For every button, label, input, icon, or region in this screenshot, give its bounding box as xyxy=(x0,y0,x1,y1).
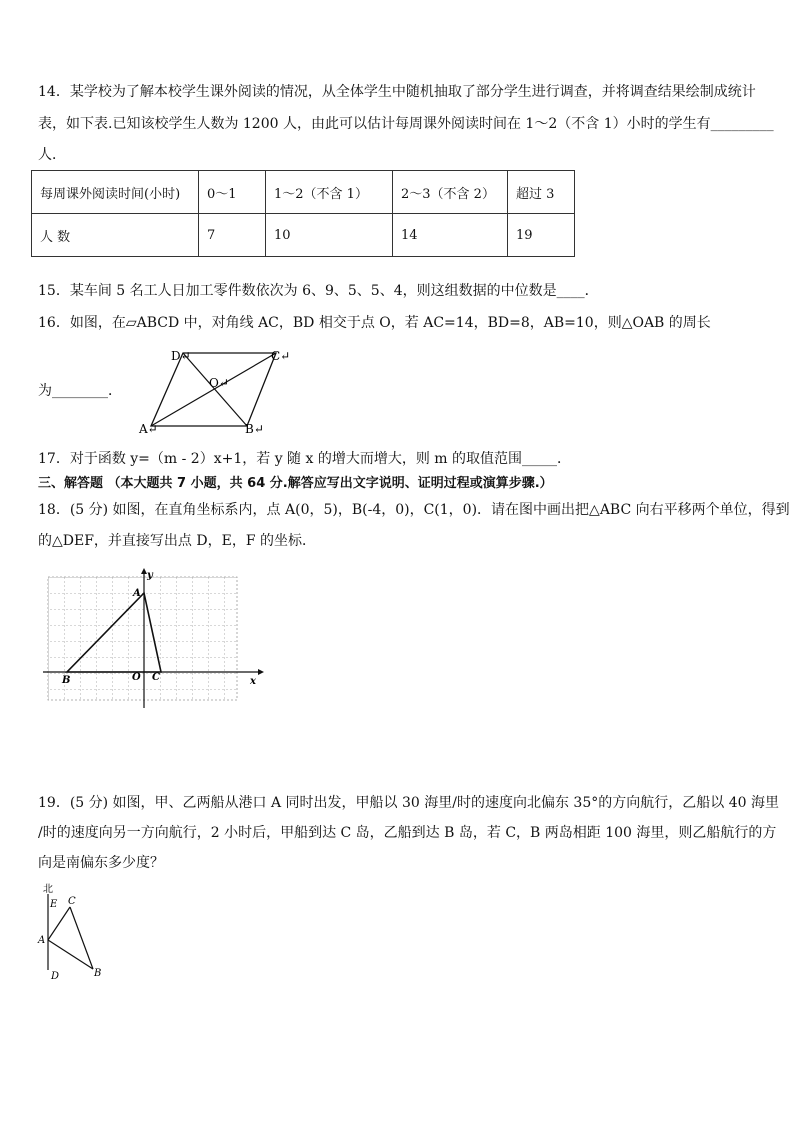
table-cell: 19 xyxy=(508,214,575,257)
q18-line-2: 的△DEF，并直接写出点 D，E，F 的坐标． xyxy=(38,533,316,549)
q19-line-3: 向是南偏东多少度？ xyxy=(38,855,164,871)
label-b: B xyxy=(62,675,71,686)
label-a: A↵ xyxy=(139,422,158,436)
label-o: O↵ xyxy=(209,376,229,390)
table-cell: 每周课外阅读时间(小时) xyxy=(32,171,199,214)
table-row xyxy=(32,171,575,214)
table-cell: 0～1 xyxy=(199,171,266,214)
table-cell: 10 xyxy=(266,214,393,257)
label-c: C xyxy=(152,672,160,683)
line-ac xyxy=(48,907,70,940)
line-cb xyxy=(70,907,93,969)
label-origin: O xyxy=(132,672,141,683)
line-ab xyxy=(48,940,93,969)
table-cell: 2～3（不含 2） xyxy=(393,171,508,214)
label-b: B xyxy=(94,968,102,979)
table-cell: 人 数 xyxy=(32,214,199,257)
reading-time-table xyxy=(31,170,575,257)
label-d: D↵ xyxy=(171,349,191,363)
q14-line-1: 14．某学校为了解本校学生课外阅读的情况，从全体学生中随机抽取了部分学生进行调查，并将调查结果绘制成统计 xyxy=(38,84,756,100)
table-cell: 1～2（不含 1） xyxy=(266,171,393,214)
label-y: y xyxy=(147,570,153,581)
label-b: B↵ xyxy=(245,422,264,436)
q18-line-1: 18．(5 分) 如图，在直角坐标系内，点 A(0，5)，B(-4，0)，C(1，0)．请在图中画出把△ABC 向右平移两个单位，得到 xyxy=(38,502,790,518)
label-a: A xyxy=(38,935,46,946)
section-heading: 三、解答题 （本大题共 7 小题，共 64 分.解答应写出文字说明、证明过程或演算步骤.） xyxy=(38,476,553,491)
table-cell: 7 xyxy=(199,214,266,257)
q14-line-3: 人． xyxy=(38,147,66,163)
table-cell: 14 xyxy=(393,214,508,257)
label-a: A xyxy=(133,588,141,599)
label-x: x xyxy=(250,676,256,687)
q16-line-2: 为________． xyxy=(38,383,122,399)
q15-text: 15．某车间 5 名工人日加工零件数依次为 6、9、5、5、4，则这组数据的中位数是____． xyxy=(38,283,599,299)
q16-line-1: 16．如图，在▱ABCD 中，对角线 AC，BD 相交于点 O，若 AC=14，BD=8，AB=10，则△OAB 的周长 xyxy=(38,315,711,331)
label-c: C↵ xyxy=(271,349,291,363)
coordinate-grid-figure xyxy=(40,566,265,711)
q19-line-2: /时的速度向另一方向航行，2 小时后，甲船到达 C 岛，乙船到达 B 岛，若 C，B 两岛相距 100 海里，则乙船航行的方 xyxy=(38,825,777,841)
q17-text: 17．对于函数 y=（m - 2）x+1，若 y 随 x 的增大而增大，则 m 的取值范围_____． xyxy=(38,451,572,467)
parallelogram-figure xyxy=(130,342,300,438)
label-d: D xyxy=(51,971,60,982)
q14-line-2: 表，如下表.已知该校学生人数为 1200 人，由此可以估计每周课外阅读时间在 1～2（不含 1）小时的学生有_________ xyxy=(38,116,774,132)
label-north: 北 xyxy=(43,884,53,895)
label-e: E xyxy=(50,899,58,910)
q19-line-1: 19．(5 分) 如图，甲、乙两船从港口 A 同时出发，甲船以 30 海里/时的速度向北偏东 35°的方向航行，乙船以 40 海里 xyxy=(38,795,779,811)
bearing-figure xyxy=(33,880,113,982)
table-row xyxy=(32,214,575,257)
x-axis-arrow xyxy=(258,669,264,675)
label-c: C xyxy=(68,896,76,907)
table-cell: 超过 3 xyxy=(508,171,575,214)
